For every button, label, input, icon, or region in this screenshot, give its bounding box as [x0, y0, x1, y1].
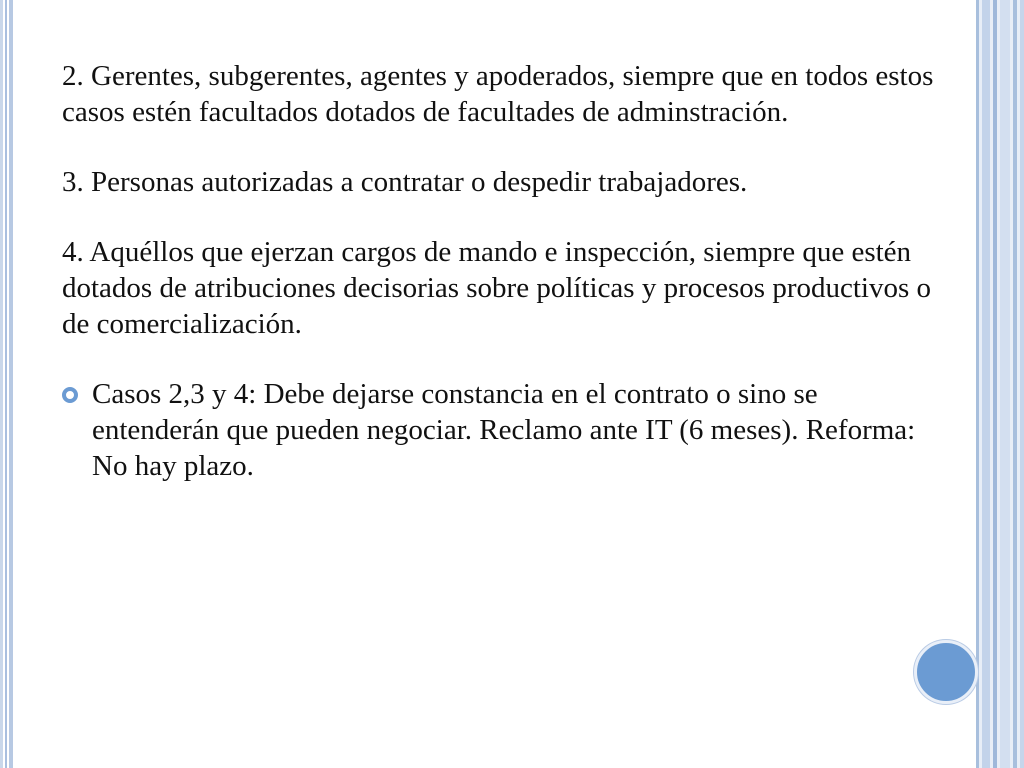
right-stripe — [982, 0, 990, 768]
left-stripe — [9, 0, 13, 768]
decorative-circle — [914, 640, 978, 704]
right-stripe — [993, 0, 997, 768]
paragraph-item-2: 2. Gerentes, subgerentes, agentes y apoderados, siempre que en todos estos casos estén facultados dotados de facultades de adminstración. — [62, 60, 934, 128]
left-stripe — [0, 0, 3, 768]
right-stripe — [1000, 0, 1010, 768]
left-decorative-stripes — [0, 0, 14, 768]
right-stripe — [976, 0, 979, 768]
right-stripe — [1013, 0, 1017, 768]
paragraph-item-4: 4. Aquéllos que ejerzan cargos de mando e inspección, siempre que estén dotados de atribuciones decisorias sobre políticas y procesos productivos o de comercialización. — [62, 236, 931, 340]
left-stripe — [5, 0, 7, 768]
slide-body — [62, 58, 942, 484]
paragraph-item-3: 3. Personas autorizadas a contratar o despedir trabajadores. — [62, 166, 748, 198]
bullet-circle-icon — [62, 387, 78, 403]
right-decorative-band — [976, 0, 1024, 768]
bullet-item — [62, 376, 942, 484]
right-stripe — [1020, 0, 1024, 768]
bullet-text: Casos 2,3 y 4: Debe dejarse constancia en el contrato o sino se entenderán que pueden negociar. Reclamo ante IT (6 meses). Reforma: No hay plazo. — [92, 378, 916, 482]
